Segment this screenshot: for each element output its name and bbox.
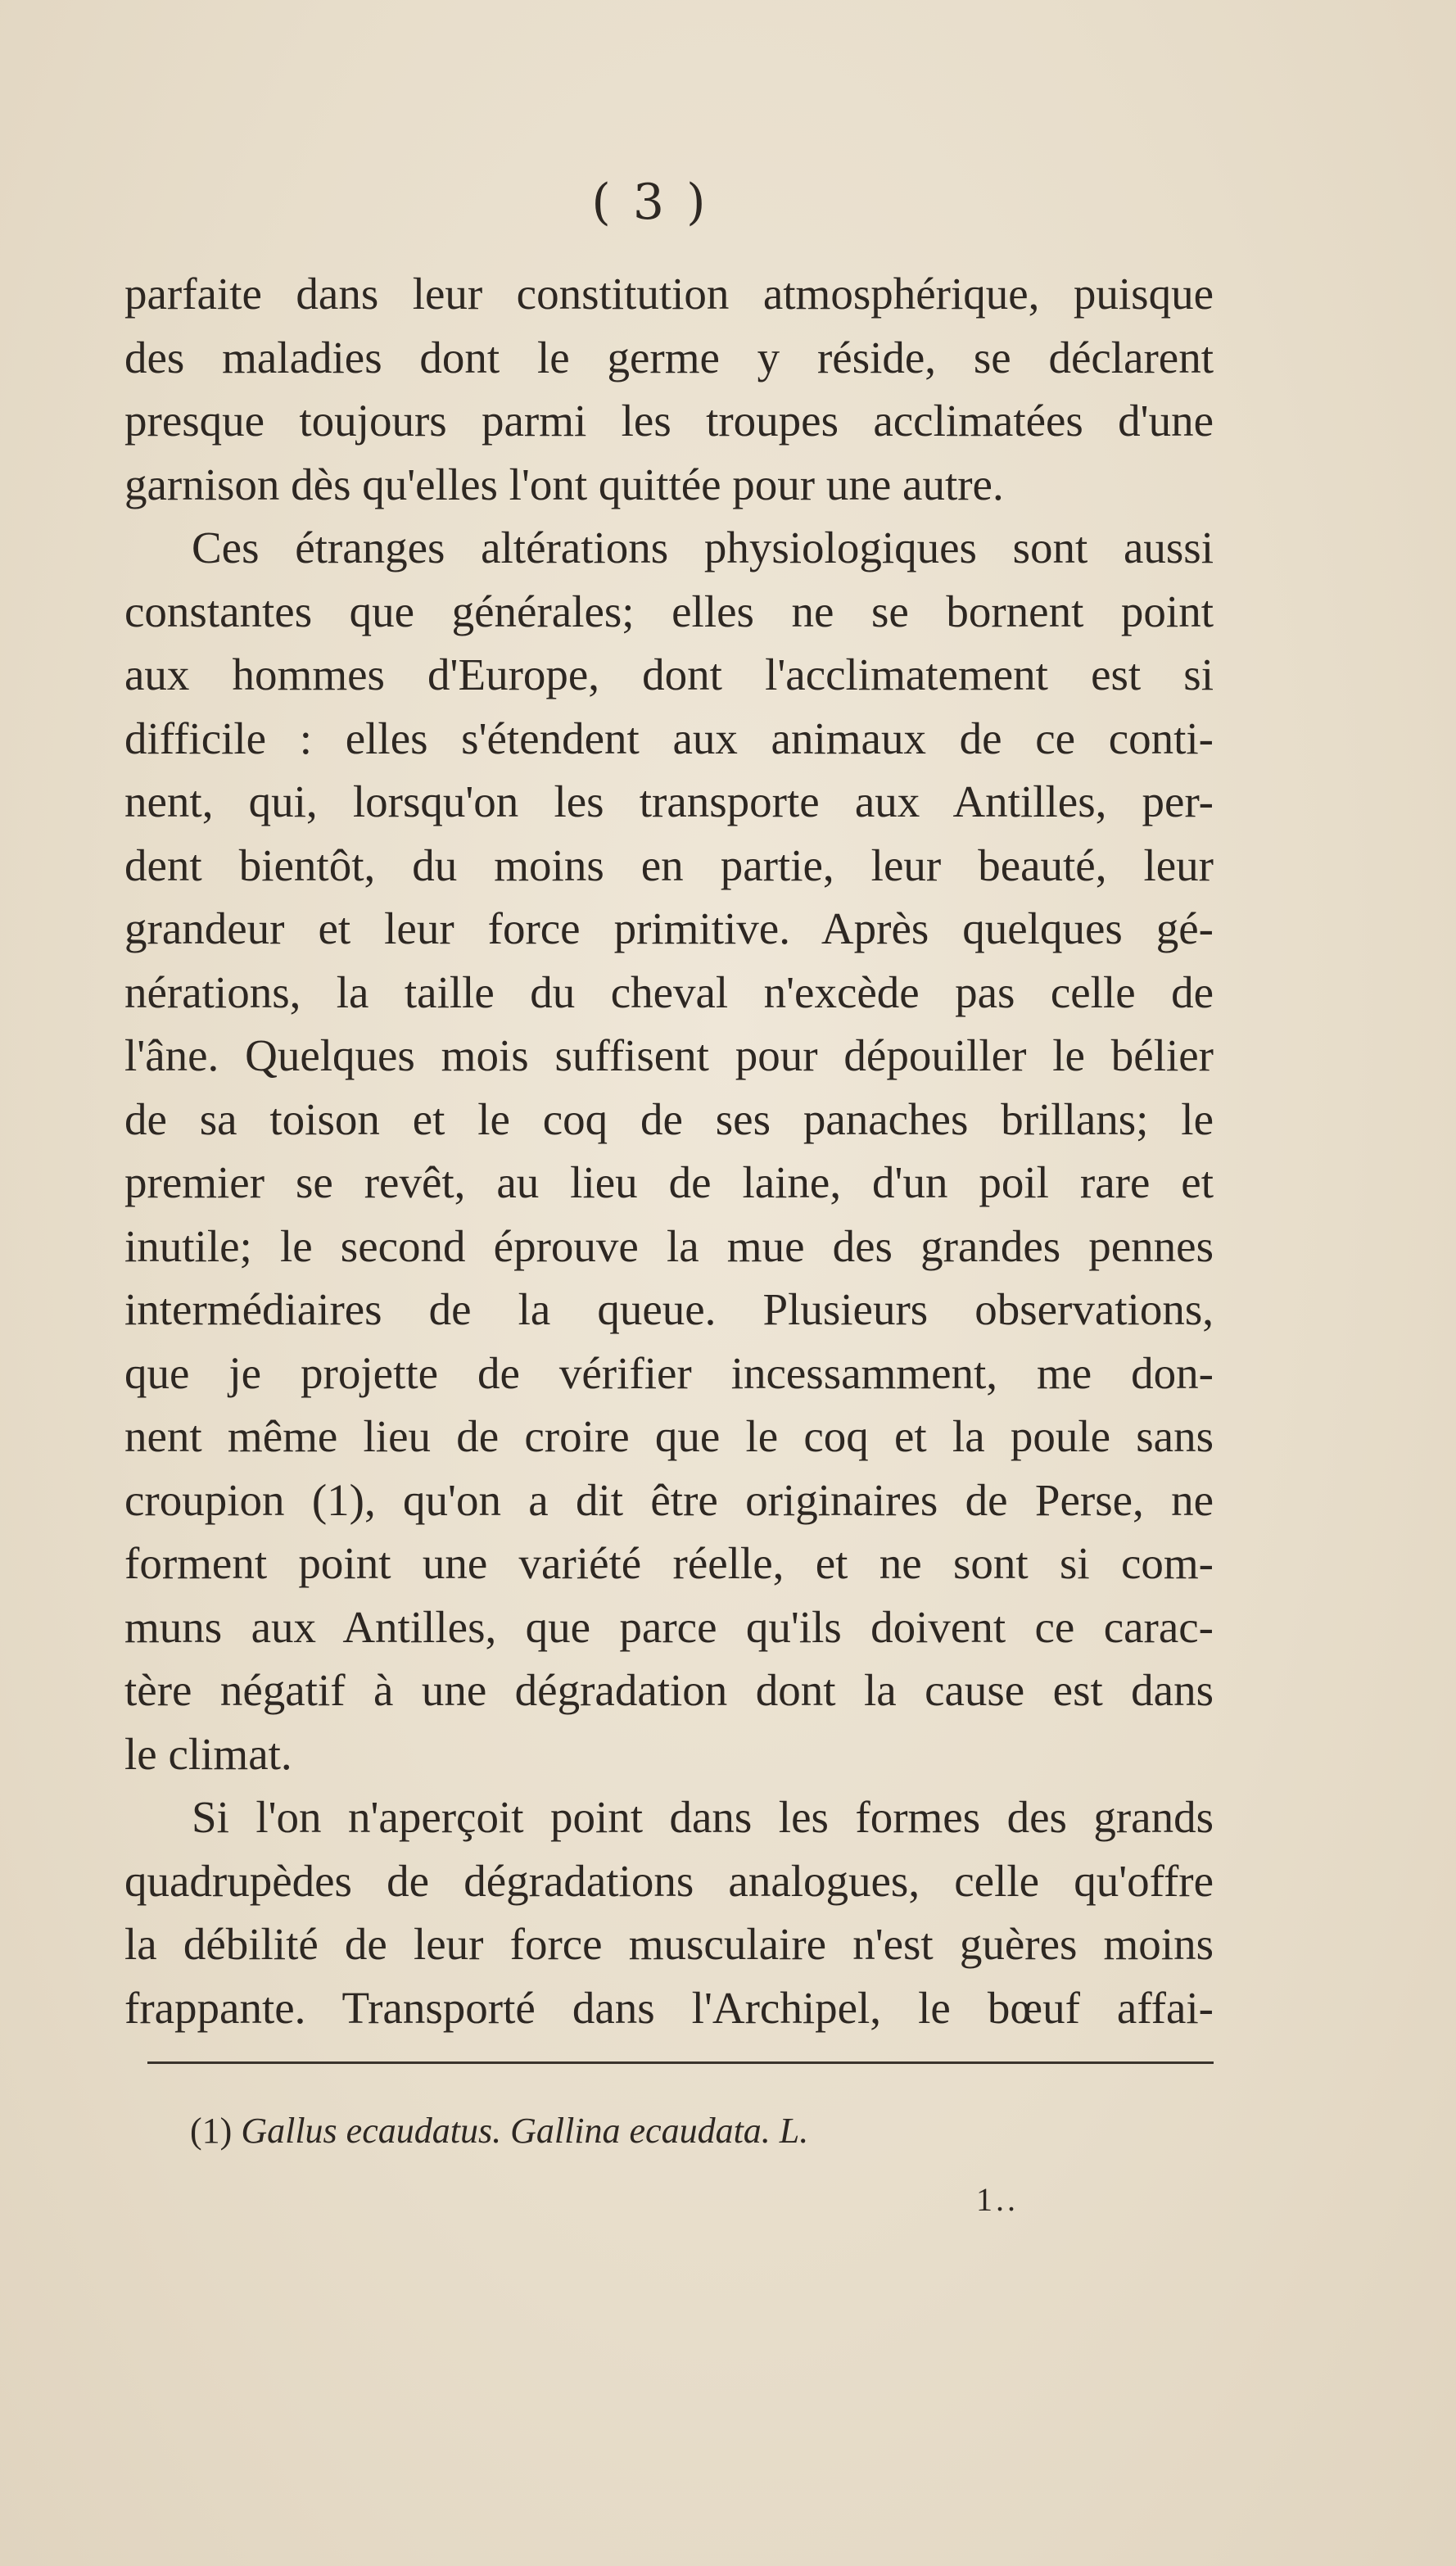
text-line: inutile; le second éprouve la mue des grandes pennes [124, 1220, 1214, 1271]
text-line: dent bientôt, du moins en partie, leur beauté, leur [124, 839, 1214, 890]
text-line: quadrupèdes de dégradations analogues, celle qu'offre [124, 1855, 1214, 1906]
text-line: l'âne. Quelques mois suffisent pour dépouiller le bélier [124, 1030, 1214, 1080]
footnote-rule [147, 2061, 1214, 2064]
text-line: croupion (1), qu'on a dit être originaires de Perse, ne [124, 1474, 1214, 1525]
text-line: Ces étranges altérations physiologiques sont aussi [192, 523, 1214, 572]
text-line: parfaite dans leur constitution atmosphérique, puisque [124, 269, 1214, 319]
text-line: garnison dès qu'elles l'ont quittée pour une autre. [124, 459, 1004, 509]
text-line: le climat. [124, 1728, 292, 1779]
text-line: de sa toison et le coq de ses panaches brillans; le [124, 1093, 1214, 1144]
text-line: aux hommes d'Europe, dont l'acclimatement est si [124, 649, 1214, 699]
text-line: que je projette de vérifier incessamment, me don- [124, 1347, 1214, 1398]
text-line: Si l'on n'aperçoit point dans les formes des grands [192, 1792, 1214, 1842]
text-line: des maladies dont le germe y réside, se déclarent [124, 332, 1214, 382]
footnote-marker: (1) [190, 2111, 233, 2151]
footnote [190, 2110, 1091, 2152]
text-line: intermédiaires de la queue. Plusieurs observations, [124, 1284, 1214, 1334]
text-line: la débilité de leur force musculaire n'est guères moins [124, 1919, 1214, 1969]
text-line: presque toujours parmi les troupes acclimatées d'une [124, 396, 1214, 446]
text-line: forment point une variété réelle, et ne sont si com- [124, 1538, 1214, 1588]
signature-mark: 1.. [976, 2181, 1019, 2218]
text-line: grandeur et leur force primitive. Après quelques gé- [124, 903, 1214, 953]
text-line: difficile : elles s'étendent aux animaux de ce conti- [124, 713, 1214, 763]
text-line: nérations, la taille du cheval n'excède pas celle de [124, 966, 1214, 1017]
text-line: nent, qui, lorsqu'on les transporte aux Antilles, per- [124, 776, 1214, 826]
text-line: premier se revêt, au lieu de laine, d'un poil rare et [124, 1157, 1214, 1207]
page-number: ( 3 ) [591, 174, 709, 231]
text-line: frappante. Transporté dans l'Archipel, le bœuf affai- [124, 1982, 1214, 2033]
text-line: muns aux Antilles, que parce qu'ils doivent ce carac- [124, 1601, 1214, 1652]
text-line: nent même lieu de croire que le coq et la poule sans [124, 1411, 1214, 1461]
text-line: constantes que générales; elles ne se bornent point [124, 586, 1214, 636]
footnote-text: Gallus ecaudatus. Gallina ecaudata. L. [241, 2111, 809, 2151]
text-line: tère négatif à une dégradation dont la cause est dans [124, 1665, 1214, 1715]
body-text [124, 262, 1214, 2039]
